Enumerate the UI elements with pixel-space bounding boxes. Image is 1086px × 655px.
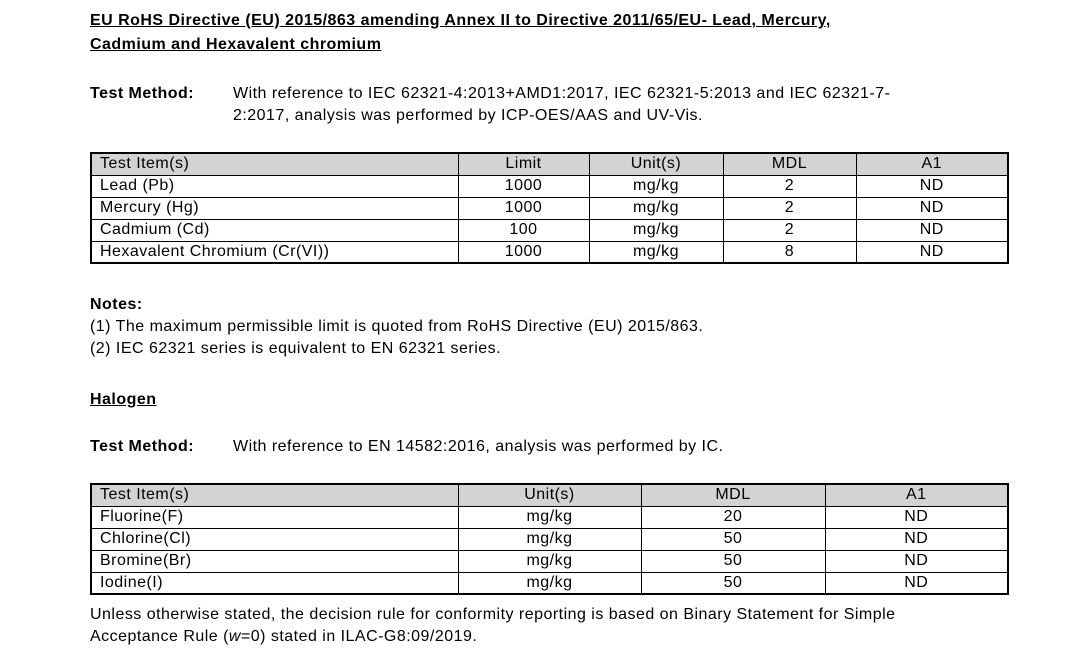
table-cell: 2 (723, 219, 856, 241)
table-cell: Bromine(Br) (91, 550, 458, 572)
test-method-text: With reference to IEC 62321-4:2013+AMD1:2017, IEC 62321-5:2013 and IEC 62321-7-2:2017, analysis was performed by ICP-OES/AAS and UV-Vis. (233, 85, 891, 124)
table-cell: 8 (723, 241, 856, 263)
table-cell: 2 (723, 197, 856, 219)
table-header-row (91, 484, 1008, 506)
table-cell: ND (856, 241, 1008, 263)
column-header: Unit(s) (589, 153, 723, 175)
column-header: Test Item(s) (91, 153, 458, 175)
table-cell: Lead (Pb) (91, 175, 458, 197)
table-cell: ND (856, 197, 1008, 219)
halogen-test-method (90, 436, 1007, 458)
table-cell: 100 (458, 219, 589, 241)
notes-label: Notes: (90, 296, 143, 313)
table-cell: Iodine(I) (91, 572, 458, 594)
table-cell: 1000 (458, 241, 589, 263)
table-cell: ND (825, 528, 1008, 550)
column-header: MDL (723, 153, 856, 175)
table-cell: mg/kg (458, 572, 641, 594)
halogen-results-table (90, 483, 1009, 595)
table-cell: ND (856, 219, 1008, 241)
column-header: Limit (458, 153, 589, 175)
table-row (91, 219, 1008, 241)
table-cell: 50 (641, 528, 825, 550)
note-item-2: (2) IEC 62321 series is equivalent to EN 62321 series. (90, 340, 502, 357)
table-cell: 20 (641, 506, 825, 528)
note-item-1: (1) The maximum permissible limit is quoted from RoHS Directive (EU) 2015/863. (90, 318, 704, 335)
test-method-label: Test Method: (90, 438, 195, 455)
table-row (91, 572, 1008, 594)
table-cell: mg/kg (589, 241, 723, 263)
column-header: A1 (856, 153, 1008, 175)
decision-rule-w-symbol: w (228, 628, 241, 645)
column-header: A1 (825, 484, 1008, 506)
table-cell: ND (825, 506, 1008, 528)
table-cell: mg/kg (458, 550, 641, 572)
table-cell: 1000 (458, 175, 589, 197)
column-header: MDL (641, 484, 825, 506)
table-cell: 50 (641, 550, 825, 572)
table-cell: 2 (723, 175, 856, 197)
table-cell: Cadmium (Cd) (91, 219, 458, 241)
halogen-section-title: Halogen (90, 391, 157, 408)
rohs-test-method (90, 83, 1007, 127)
test-method-text: With reference to EN 14582:2016, analysis was performed by IC. (233, 438, 724, 455)
column-header: Test Item(s) (91, 484, 458, 506)
table-row (91, 197, 1008, 219)
decision-rule-text-before: Unless otherwise stated, the decision rule for conformity reporting is based on Binary Statement for Simple Acceptance Rule ( (90, 606, 896, 645)
notes-block (90, 294, 1007, 360)
table-row (91, 528, 1008, 550)
table-cell: Mercury (Hg) (91, 197, 458, 219)
column-header: Unit(s) (458, 484, 641, 506)
table-cell: ND (825, 572, 1008, 594)
test-method-label: Test Method: (90, 85, 195, 102)
table-cell: mg/kg (458, 528, 641, 550)
table-cell: Chlorine(Cl) (91, 528, 458, 550)
table-cell: Fluorine(F) (91, 506, 458, 528)
table-cell: mg/kg (589, 219, 723, 241)
table-row (91, 241, 1008, 263)
rohs-results-table (90, 152, 1009, 264)
table-row (91, 506, 1008, 528)
table-cell: 50 (641, 572, 825, 594)
table-cell: mg/kg (589, 197, 723, 219)
table-row (91, 550, 1008, 572)
rohs-section-title: EU RoHS Directive (EU) 2015/863 amending Annex II to Directive 2011/65/EU- Lead, Mercury, Cadmium and Hexavalent chromium (90, 12, 831, 53)
decision-rule-statement (90, 604, 950, 648)
table-header-row (91, 153, 1008, 175)
table-cell: Hexavalent Chromium (Cr(VI)) (91, 241, 458, 263)
table-cell: 1000 (458, 197, 589, 219)
table-row (91, 175, 1008, 197)
decision-rule-text-after: =0) stated in ILAC-G8:09/2019. (240, 628, 478, 645)
table-cell: mg/kg (458, 506, 641, 528)
table-cell: mg/kg (589, 175, 723, 197)
table-cell: ND (825, 550, 1008, 572)
table-cell: ND (856, 175, 1008, 197)
